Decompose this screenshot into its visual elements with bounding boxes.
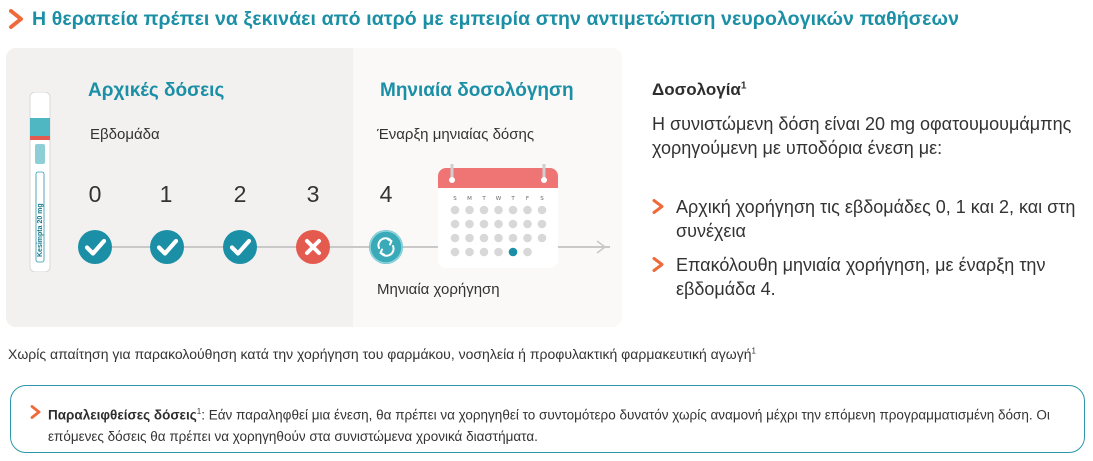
checkmark-icon (77, 229, 113, 265)
calendar-day (494, 248, 503, 257)
calendar-day (451, 234, 460, 243)
chevron-right-icon (652, 257, 664, 272)
chevron-right-icon (652, 199, 664, 214)
week-label: Εβδομάδα (90, 126, 160, 143)
calendar-weekday: F (525, 196, 530, 202)
calendar-day (509, 234, 518, 243)
monitoring-note-text: Χωρίς απαίτηση για παρακολούθηση κατά την χορήγηση του φαρμάκου, νοσηλεία ή προφυλακτική φαρμακευτική αγωγή (8, 346, 752, 362)
calendar-day (494, 220, 503, 229)
dosage-bullet (652, 253, 1092, 301)
calendar-day (480, 234, 489, 243)
missed-doses-label: Παραλειφθείσες δόσεις (48, 407, 197, 423)
missed-doses-body: : Εάν παραληφθεί μια ένεση, θα πρέπει να χορηγηθεί το συντομότερο δυνατόν χωρίς αναμονή μέχρι την επόμενη προγραμματισμένη δόση. Οι επόμενες δόσεις θα πρέπει να χορηγηθούν στα συνιστώμενα χρονικά διαστήματα. (48, 407, 1050, 444)
calendar-day (509, 206, 518, 215)
dosage-intro: Η συνιστώμενη δόση είναι 20 mg οφατουμουμάμπης χορηγούμενη με υποδόρια ένεση με: (652, 114, 1072, 158)
calendar-day (538, 206, 547, 215)
calendar-day (451, 248, 460, 257)
calendar-day (480, 206, 489, 215)
week-number: 4 (379, 181, 393, 207)
calendar-day (465, 234, 474, 243)
week-number: 0 (88, 181, 102, 207)
calendar-day (538, 234, 547, 243)
monthly-start-label: Έναρξη μηνιαίας δόσης (377, 126, 535, 143)
calendar-day (465, 220, 474, 229)
calendar-weekday: T (482, 196, 486, 202)
injection-pen-icon (27, 92, 53, 272)
calendar-weekday: W (495, 196, 502, 202)
calendar-day (523, 220, 532, 229)
checkmark-icon (149, 229, 185, 265)
missed-doses-text (48, 401, 1058, 447)
chevron-right-icon (30, 405, 41, 419)
week-number: 2 (233, 181, 247, 207)
checkmark-icon (222, 229, 258, 265)
calendar-weekday: M (467, 196, 472, 202)
monitoring-note (8, 346, 756, 362)
calendar-day (538, 220, 547, 229)
calendar-weekday: S (453, 196, 457, 202)
calendar-day (465, 206, 474, 215)
calendar-day (523, 206, 532, 215)
calendar-day (523, 248, 532, 257)
reference-superscript: 1 (751, 346, 756, 356)
calendar-weekday: T (511, 196, 515, 202)
monthly-dosing-heading: Μηνιαία δοσολόγηση (380, 80, 574, 101)
reference-superscript: 1 (196, 407, 202, 416)
refresh-icon (368, 229, 404, 265)
calendar-day (451, 220, 460, 229)
calendar-day (465, 248, 474, 257)
dosage-bullet-text: Επακόλουθη μηνιαία χορήγηση, με έναρξη την εβδομάδα 4. (676, 255, 1046, 299)
initial-doses-heading: Αρχικές δόσεις (88, 80, 225, 101)
calendar-day (451, 206, 460, 215)
calendar-day (494, 206, 503, 215)
calendar-day (523, 234, 532, 243)
dosage-bullet-text: Αρχική χορήγηση τις εβδομάδες 0, 1 και 2, και στη συνέχεια (676, 197, 1076, 241)
calendar-day-highlighted (509, 248, 518, 257)
week-number: 3 (306, 181, 320, 207)
calendar-icon (438, 164, 558, 268)
week-number: 1 (159, 181, 173, 207)
pen-label: Kesimpta 20 mg (37, 203, 44, 257)
dosage-heading-text: Δοσολογία (652, 80, 741, 99)
calendar-day (480, 248, 489, 257)
arrow-right-icon (594, 240, 608, 254)
calendar-day (494, 234, 503, 243)
monthly-admin-label: Μηνιαία χορήγηση (377, 281, 500, 298)
cross-icon (295, 229, 331, 265)
dosage-heading (652, 80, 746, 100)
calendar-day (480, 220, 489, 229)
calendar-day (509, 220, 518, 229)
chevron-right-icon (8, 9, 24, 29)
dosage-bullet (652, 195, 1092, 243)
calendar-weekday: S (540, 196, 544, 202)
reference-superscript: 1 (740, 80, 747, 92)
page-title: Η θεραπεία πρέπει να ξεκινάει από ιατρό με εμπειρία στην αντιμετώπιση νευρολογικών παθήσεων (32, 8, 960, 30)
